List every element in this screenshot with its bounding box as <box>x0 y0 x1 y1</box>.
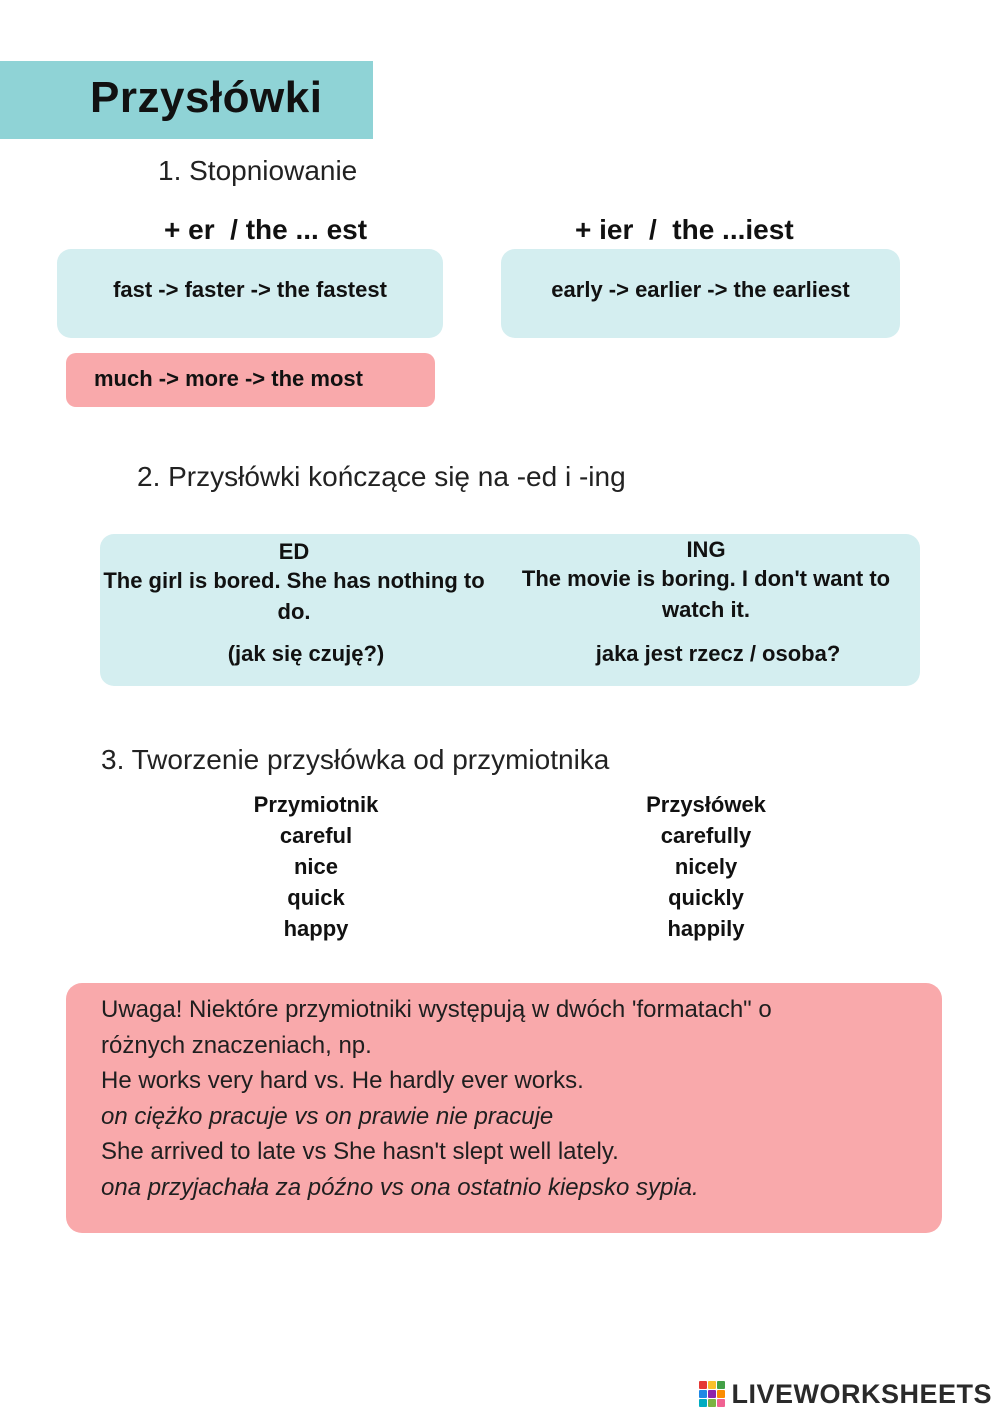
logo-square <box>708 1381 716 1389</box>
logo-square <box>699 1390 707 1398</box>
note-line: Uwaga! Niektóre przymiotniki występują w dwóch 'formatach" o <box>101 996 772 1023</box>
ing-question: jaka jest rzecz / osoba? <box>595 641 841 666</box>
note-line: He works very hard vs. He hardly ever works. <box>101 1067 584 1094</box>
section1-heading: 1. Stopniowanie <box>158 155 358 186</box>
adverb-item: carefully <box>660 823 752 848</box>
note-translation: on ciężko pracuje vs on prawie nie pracuje <box>101 1102 554 1130</box>
adjective-column <box>216 789 416 944</box>
adjective-item: nice <box>293 854 339 879</box>
adverb-item: nicely <box>674 854 738 879</box>
ed-question: (jak się czuję?) <box>227 641 385 666</box>
adjective-item: quick <box>287 885 345 910</box>
example-ier-box <box>501 249 900 338</box>
note-translation: ona przyjachała za późno vs ona ostatnio kiepsko sypia. <box>101 1173 699 1201</box>
logo-mark-icon <box>699 1381 725 1407</box>
logo-square <box>708 1390 716 1398</box>
rule-ier-heading: + ier / the ...iest <box>575 214 794 245</box>
ing-label: ING <box>686 537 726 562</box>
adjective-header: Przymiotnik <box>253 792 379 817</box>
section2-heading: 2. Przysłówki kończące się na -ed i -ing <box>137 461 626 492</box>
logo-square <box>717 1390 725 1398</box>
rule-er-heading: + er / the ... est <box>164 214 368 245</box>
example-irregular-box <box>66 353 435 407</box>
example-er-text: fast -> faster -> the fastest <box>113 277 387 302</box>
adjective-item: happy <box>283 916 349 941</box>
liveworksheets-logo[interactable] <box>699 1380 992 1408</box>
adverb-column <box>606 789 806 944</box>
note-line: She arrived to late vs She hasn't slept well lately. <box>101 1138 619 1165</box>
logo-square <box>717 1381 725 1389</box>
adverb-item: quickly <box>668 885 744 910</box>
logo-square <box>708 1399 716 1407</box>
example-irregular-text: much -> more -> the most <box>94 366 363 391</box>
logo-text: LIVEWORKSHEETS <box>731 1378 992 1409</box>
ing-sentence: The movie is boring. I don't want to watch it. <box>521 566 891 622</box>
example-ier-text: early -> earlier -> the earliest <box>551 277 850 302</box>
ed-sentence: The girl is bored. She has nothing to do. <box>103 568 485 624</box>
example-er-box <box>57 249 443 338</box>
ed-label: ED <box>278 539 310 564</box>
logo-square <box>699 1381 707 1389</box>
note-line: różnych znaczeniach, np. <box>101 1031 372 1059</box>
section3-heading: 3. Tworzenie przysłówka od przymiotnika <box>101 744 610 775</box>
ed-ing-box <box>100 534 920 686</box>
page-title: Przysłówki <box>90 73 323 122</box>
logo-square <box>699 1399 707 1407</box>
adjective-item: careful <box>279 823 353 848</box>
adverb-header: Przysłówek <box>646 792 766 817</box>
logo-square <box>717 1399 725 1407</box>
adverb-item: happily <box>667 916 745 941</box>
note-box <box>66 983 942 1233</box>
